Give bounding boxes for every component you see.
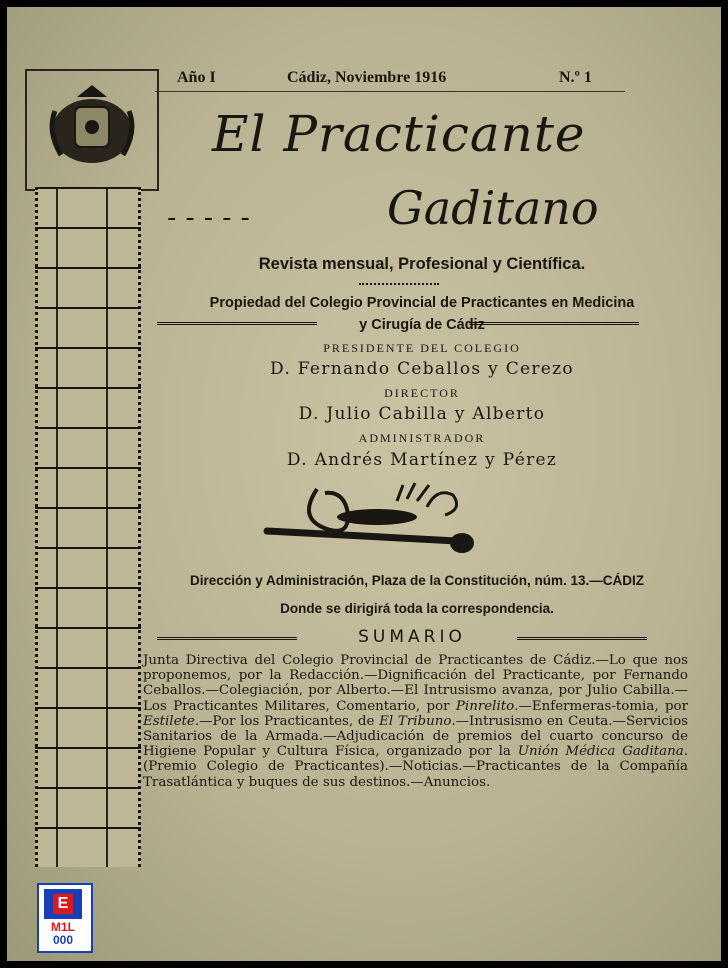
administrator-name: D. Andrés Martínez y Pérez xyxy=(286,450,558,470)
title-line-2: Gaditano xyxy=(387,181,599,235)
administrator-role: ADMINISTRADOR xyxy=(358,431,486,445)
ownership-line-1: Propiedad del Colegio Provincial de Practicantes en Medicina xyxy=(209,295,635,311)
ownership-rule-left xyxy=(157,322,317,325)
place-date: Cádiz, Noviembre 1916 xyxy=(287,69,447,86)
logo-letter: E xyxy=(53,894,73,914)
summary-rule-left xyxy=(157,637,297,640)
publication-el-tribuno: El Tribuno xyxy=(379,713,452,729)
pseudonym-estilete: Estilete xyxy=(143,713,195,729)
organization-union-medica: Unión Médica Gaditana xyxy=(517,744,684,760)
pseudonym-pinrelito: Pinrelito xyxy=(455,698,515,714)
magazine-cover xyxy=(7,7,721,961)
address-line: Dirección y Administración, Plaza de la Constitución, núm. 13.—CÁDIZ xyxy=(189,573,645,588)
coat-of-arms-frame xyxy=(25,69,159,191)
subtitle: Revista mensual, Profesional y Científica. xyxy=(258,255,586,273)
coat-of-arms-icon xyxy=(27,71,157,189)
ownership-text xyxy=(157,292,687,336)
decorative-border xyxy=(35,187,141,867)
issue-number: N.º 1 xyxy=(559,69,592,86)
correspondence-line: Donde se dirigirá toda la correspondencia. xyxy=(280,601,554,616)
title-dashes: ----- xyxy=(167,203,259,233)
title-line-1: El Practicante xyxy=(212,105,586,163)
president-name: D. Fernando Ceballos y Cerezo xyxy=(270,359,574,379)
ownership-rule-right xyxy=(469,322,639,325)
director-role: DIRECTOR xyxy=(384,386,460,400)
header-rule xyxy=(155,91,625,92)
summary-text: Junta Directiva del Colegio Provincial de Practicantes de Cádiz.—Lo que nos proponemos, por la Redacción.—Dignificación del Practicante, por Fernando Ceballos.—Colegiación, por Alberto.—El Intrusismo avanza, por Julio Cabilla.—Los Practicantes Militares, Comentario, por Pinrelito.—Enfermeras-tomia, por Estilete.—Por los Practicantes, de El Tribuno.—Intrusismo en Ceuta.—Servicios Sanitarios de la Armada.—Adjudicación de premios del cuarto concurso de Higiene Popular y Cultura Física, organizado por la Unión Médica Gaditana. (Premio Colegio de Practicantes).—Noticias.—Practicantes de la Compañía Trasatlántica y buques de sus destinos.—Anuncios. xyxy=(143,653,689,790)
director-name: D. Julio Cabilla y Alberto xyxy=(298,404,546,424)
archive-logo xyxy=(37,883,93,953)
logo-digits: 000 xyxy=(52,933,74,947)
summary-heading: SUMARIO xyxy=(358,627,466,647)
lamp-serpent-emblem-icon xyxy=(257,479,497,559)
president-role: PRESIDENTE DEL COLEGIO xyxy=(323,341,521,355)
summary-rule-right xyxy=(517,637,647,640)
subtitle-ornament xyxy=(359,283,439,285)
year-label: Año I xyxy=(177,69,216,86)
ownership-line-2: y Cirugía de Cádiz xyxy=(359,317,485,333)
logo-mark: M1L xyxy=(51,920,75,934)
